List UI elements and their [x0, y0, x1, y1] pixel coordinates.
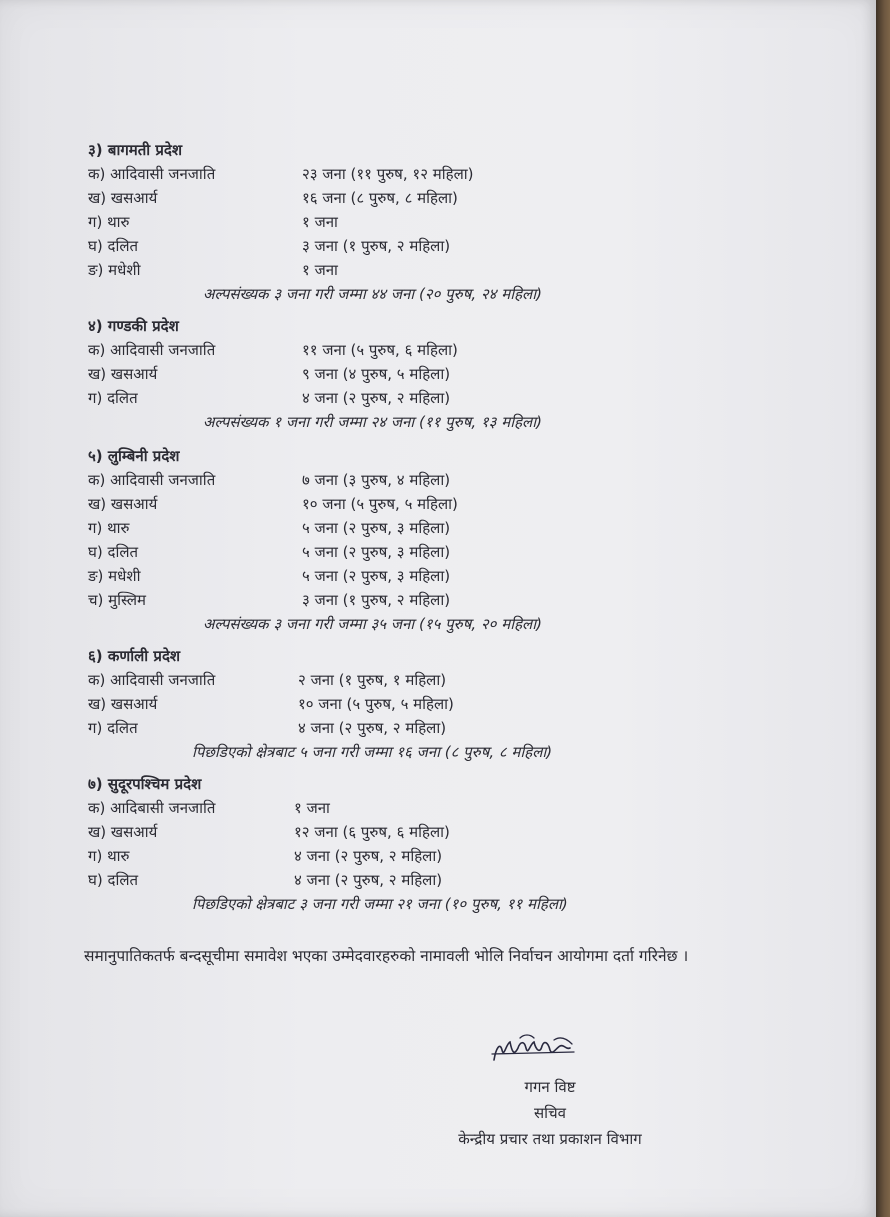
- category-label: क) आदिवासी जनजाति: [88, 671, 216, 689]
- candidate-count: ९ जना (४ पुरुष, ५ महिला): [302, 365, 451, 383]
- candidate-count: ५ जना (२ पुरुष, ३ महिला): [302, 519, 451, 537]
- province-heading: ५) लुम्बिनी प्रदेश: [88, 447, 180, 465]
- signatory-title: सचिव: [534, 1104, 566, 1122]
- candidate-count: ७ जना (३ पुरुष, ४ महिला): [302, 471, 451, 489]
- province-heading: ३) बागमती प्रदेश: [88, 141, 183, 159]
- category-label: ख) खसआर्य: [88, 695, 158, 713]
- province-section-sudurpashchim: [88, 772, 748, 916]
- candidate-count: ४ जना (२ पुरुष, २ महिला): [294, 871, 443, 889]
- category-label: ङ) मधेशी: [88, 261, 141, 279]
- signatory-name: गगन विष्ट: [524, 1078, 576, 1096]
- closing-note: समानुपातिकतर्फ बन्दसूचीमा समावेश भएका उम्मेदवारहरुको नामावली भोलि निर्वाचन आयोगमा दर्ता गरिनेछ ।: [84, 947, 689, 965]
- list-item: [88, 162, 748, 186]
- category-label: क) आदिवासी जनजाति: [88, 165, 216, 183]
- signature-icon: [490, 1030, 580, 1072]
- candidate-count: ३ जना (१ पुरुष, २ महिला): [302, 237, 451, 255]
- province-heading: ४) गण्डकी प्रदेश: [88, 317, 179, 335]
- candidate-count: १० जना (५ पुरुष, ५ महिला): [302, 495, 458, 513]
- category-label: ख) खसआर्य: [88, 495, 158, 513]
- list-item: [88, 588, 748, 612]
- list-item: [88, 362, 748, 386]
- list-item: [88, 186, 748, 210]
- province-section-gandaki: [88, 314, 748, 434]
- candidate-count: १ जना: [302, 261, 338, 279]
- list-item: [88, 796, 748, 820]
- list-item: [88, 540, 748, 564]
- list-item: [88, 844, 748, 868]
- list-item: [88, 668, 748, 692]
- candidate-count: १६ जना (८ पुरुष, ८ महिला): [302, 189, 458, 207]
- candidate-count: ५ जना (२ पुरुष, ३ महिला): [302, 543, 451, 561]
- background-edge: [876, 0, 890, 1217]
- category-label: ख) खसआर्य: [88, 365, 158, 383]
- category-label: घ) दलित: [88, 871, 139, 889]
- list-item: [88, 868, 748, 892]
- province-section-karnali: [88, 644, 748, 764]
- candidate-count: १० जना (५ पुरुष, ५ महिला): [298, 695, 454, 713]
- list-item: [88, 820, 748, 844]
- candidate-count: ११ जना (५ पुरुष, ६ महिला): [302, 341, 458, 359]
- list-item: [88, 716, 748, 740]
- list-item: [88, 492, 748, 516]
- candidate-count: ३ जना (१ पुरुष, २ महिला): [302, 591, 451, 609]
- province-summary: अल्पसंख्यक ३ जना गरी जम्मा ४४ जना (२० पुरुष, २४ महिला): [203, 285, 542, 303]
- category-label: क) आदिवासी जनजाति: [88, 341, 216, 359]
- category-label: ग) थारु: [88, 847, 130, 865]
- candidate-count: १ जना: [294, 799, 330, 817]
- list-item: [88, 516, 748, 540]
- category-label: ख) खसआर्य: [88, 189, 158, 207]
- category-label: क) आदिवासी जनजाति: [88, 471, 216, 489]
- category-label: ग) थारु: [88, 213, 130, 231]
- category-label: ग) थारु: [88, 519, 130, 537]
- category-label: घ) दलित: [88, 237, 139, 255]
- candidate-count: १ जना: [302, 213, 338, 231]
- category-label: घ) दलित: [88, 543, 139, 561]
- candidate-count: २ जना (१ पुरुष, १ महिला): [298, 671, 447, 689]
- province-summary: पिछडिएको क्षेत्रबाट ५ जना गरी जम्मा १६ जना (८ पुरुष, ८ महिला): [192, 743, 553, 761]
- category-label: क) आदिबासी जनजाति: [88, 799, 216, 817]
- candidate-count: १२ जना (६ पुरुष, ६ महिला): [294, 823, 450, 841]
- category-label: ग) दलित: [88, 719, 138, 737]
- candidate-count: ४ जना (२ पुरुष, २ महिला): [302, 389, 451, 407]
- candidate-count: ४ जना (२ पुरुष, २ महिला): [294, 847, 443, 865]
- list-item: [88, 386, 748, 410]
- signatory-department: केन्द्रीय प्रचार तथा प्रकाशन विभाग: [458, 1130, 642, 1148]
- province-section-lumbini: [88, 444, 748, 636]
- list-item: [88, 234, 748, 258]
- province-summary: अल्पसंख्यक १ जना गरी जम्मा २४ जना (११ पुरुष, १३ महिला): [203, 413, 542, 431]
- province-heading: ७) सुदूरपश्चिम प्रदेश: [88, 775, 202, 793]
- list-item: [88, 258, 748, 282]
- province-summary: पिछडिएको क्षेत्रबाट ३ जना गरी जम्मा २१ जना (१० पुरुष, ११ महिला): [192, 895, 568, 913]
- candidate-count: ४ जना (२ पुरुष, २ महिला): [298, 719, 447, 737]
- candidate-count: ५ जना (२ पुरुष, ३ महिला): [302, 567, 451, 585]
- province-heading: ६) कर्णाली प्रदेश: [88, 647, 181, 665]
- list-item: [88, 338, 748, 362]
- province-summary: अल्पसंख्यक ३ जना गरी जम्मा ३५ जना (१५ पुरुष, २० महिला): [203, 615, 542, 633]
- category-label: ख) खसआर्य: [88, 823, 158, 841]
- candidate-count: २३ जना (११ पुरुष, १२ महिला): [302, 165, 474, 183]
- list-item: [88, 468, 748, 492]
- category-label: च) मुस्लिम: [88, 591, 146, 609]
- list-item: [88, 564, 748, 588]
- category-label: ग) दलित: [88, 389, 138, 407]
- list-item: [88, 692, 748, 716]
- signatory-block: [360, 1074, 740, 1152]
- list-item: [88, 210, 748, 234]
- province-section-bagmati: [88, 138, 748, 306]
- category-label: ङ) मधेशी: [88, 567, 141, 585]
